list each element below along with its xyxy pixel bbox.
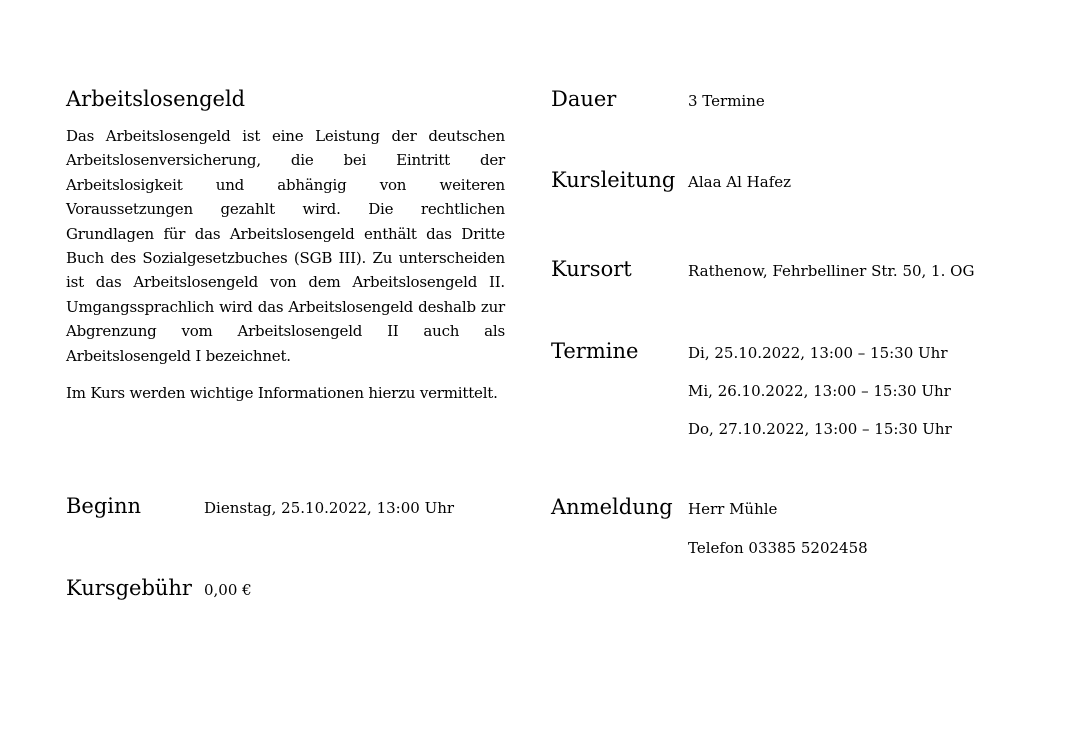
dauer-value: 3 Termine xyxy=(688,92,765,110)
termin-item: Mi, 26.10.2022, 13:00 – 15:30 Uhr xyxy=(688,382,951,400)
anmeldung-phone: Telefon 03385 5202458 xyxy=(688,539,868,557)
description-paragraph: Das Arbeitslosengeld ist eine Leistung der deutschen Arbeitslosenversicherung, die bei Eintritt der Arbeitslosigkeit und abhängig von weiteren Voraussetzungen gezahlt wird. Die rechtlichen Grundlagen für das Arbeitslosengeld enthält das Dritte Buch des Sozialgesetzbuches (SGB III). Zu unterscheiden ist das Arbeitslosengeld von dem Arbeitslosengeld II. Umgangssprachlich wird das Arbeitslosengeld deshalb zur Abgrenzung vom Arbeitslosengeld II auch als Arbeitslosengeld I bezeichnet. xyxy=(66,127,505,365)
anmeldung-label: Anmeldung xyxy=(551,495,673,519)
anmeldung-contact-name: Herr Mühle xyxy=(688,500,778,518)
beginn-label: Beginn xyxy=(66,494,142,518)
kursleitung-value: Alaa Al Hafez xyxy=(688,173,792,191)
beginn-value: Dienstag, 25.10.2022, 13:00 Uhr xyxy=(204,499,455,517)
termin-item: Di, 25.10.2022, 13:00 – 15:30 Uhr xyxy=(688,344,948,362)
course-description xyxy=(66,84,505,418)
termin-item: Do, 27.10.2022, 13:00 – 15:30 Uhr xyxy=(688,420,952,438)
kursgebuehr-label: Kursgebühr xyxy=(66,576,192,600)
description-paragraph-2: Im Kurs werden wichtige Informationen hierzu vermittelt. xyxy=(66,384,498,403)
termine-label: Termine xyxy=(551,339,639,363)
kursort-value: Rathenow, Fehrbelliner Str. 50, 1. OG xyxy=(688,262,975,280)
kursort-label: Kursort xyxy=(551,257,632,281)
course-title: Arbeitslosengeld xyxy=(66,87,246,111)
kursleitung-label: Kursleitung xyxy=(551,168,676,192)
kursgebuehr-value: 0,00 € xyxy=(204,581,252,599)
dauer-label: Dauer xyxy=(551,87,617,111)
